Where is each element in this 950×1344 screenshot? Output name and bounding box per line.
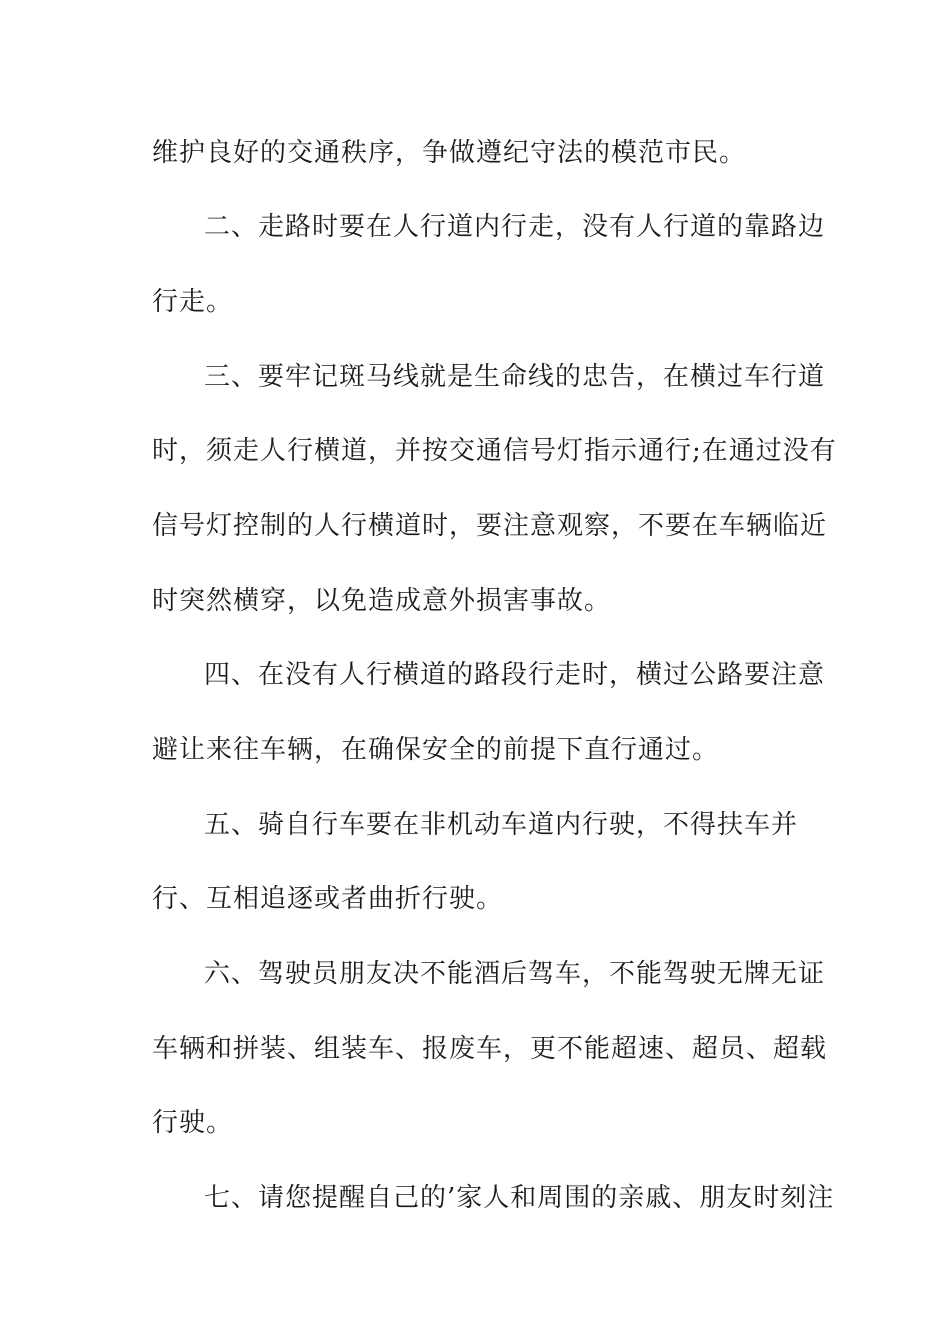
text-line: 行走。 xyxy=(152,287,234,317)
text-line: 二、走路时要在人行道内行走，没有人行道的靠路边 xyxy=(204,212,826,242)
text-line: 行驶。 xyxy=(152,1108,234,1138)
text-line: 七、请您提醒自己的’家人和周围的亲戚、朋友时刻注 xyxy=(204,1183,835,1213)
text-line: 时突然横穿，以免造成意外损害事故。 xyxy=(152,586,612,616)
text-line: 时，须走人行横道，并按交通信号灯指示通行;在通过没有 xyxy=(152,436,837,466)
text-line: 车辆和拼装、组装车、报废车，更不能超速、超员、超载 xyxy=(152,1034,828,1064)
text-line: 五、骑自行车要在非机动车道内行驶，不得扶车并 xyxy=(204,810,799,840)
text-line: 六、驾驶员朋友决不能酒后驾车，不能驾驶无牌无证 xyxy=(204,959,826,989)
text-line: 避让来往车辆，在确保安全的前提下直行通过。 xyxy=(152,735,720,765)
text-line: 维护良好的交通秩序，争做遵纪守法的模范市民。 xyxy=(152,138,747,168)
text-line: 四、在没有人行横道的路段行走时，横过公路要注意 xyxy=(204,660,826,690)
text-line: 信号灯控制的人行横道时，要注意观察，不要在车辆临近 xyxy=(152,511,828,541)
text-line: 三、要牢记斑马线就是生命线的忠告，在横过车行道 xyxy=(204,362,826,392)
text-line: 行、互相追逐或者曲折行驶。 xyxy=(152,884,504,914)
